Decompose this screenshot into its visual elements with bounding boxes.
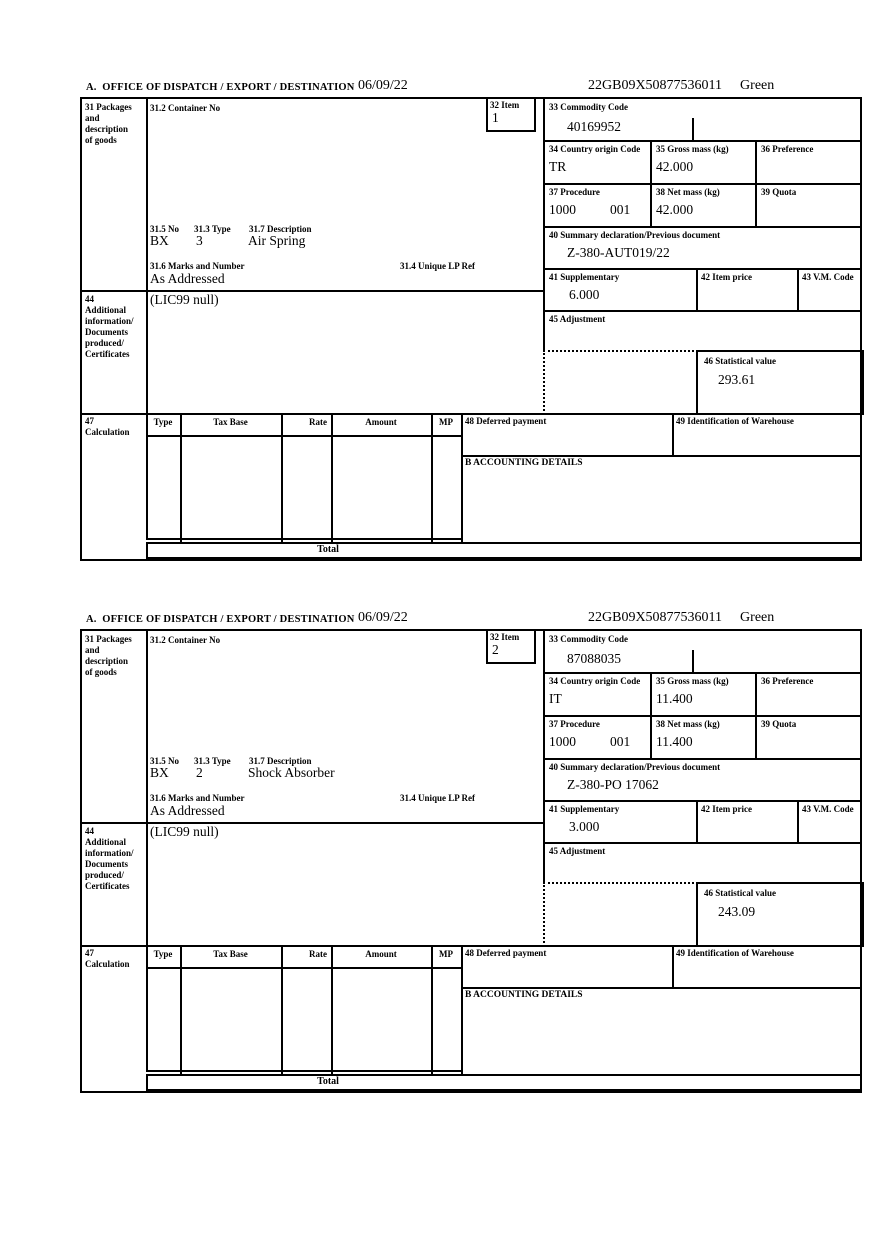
deferred-payment-label: 48 Deferred payment: [465, 416, 547, 426]
net-mass-value: 11.400: [656, 734, 693, 749]
calc-col-line-4: [431, 945, 433, 1074]
adjustment-dotted-divider-horizontal: [543, 350, 698, 352]
declaration-item-section: [80, 607, 864, 1095]
item-price-label: 42 Item price: [701, 272, 752, 282]
gross-mass-value: 42.000: [656, 159, 694, 174]
summary-declaration-label: 40 Summary declaration/Previous document: [549, 230, 721, 240]
box47-label: 47 Calculation: [85, 948, 130, 969]
summary-declaration-value: Z-380-AUT019/22: [567, 245, 670, 260]
additional-information-value: (LIC99 null): [150, 824, 219, 839]
divider-box48-box49: [672, 413, 674, 457]
quota-label: 39 Quota: [761, 719, 797, 729]
movement-reference-number: 22GB09X50877536011: [588, 610, 723, 625]
calc-table-bottom-line: [146, 1070, 463, 1072]
item-number-value: 2: [492, 642, 499, 657]
declaration-reference: [588, 610, 774, 626]
statistical-value: 243.09: [718, 904, 756, 919]
goods-description-value: Shock Absorber: [248, 765, 335, 780]
country-origin-value: TR: [549, 159, 567, 174]
item-detail-box: [80, 97, 862, 561]
package-no-label: 31.5 No: [150, 224, 179, 234]
package-no-value: BX: [150, 233, 169, 248]
container-no-label: 31.2 Container No: [150, 635, 221, 645]
calc-col-type: Type: [153, 417, 173, 427]
item-number-label: 32 Item: [490, 632, 520, 642]
row-line-under-box34: [543, 183, 862, 185]
calc-header-underline: [146, 967, 463, 969]
adjustment-dotted-divider-horizontal: [543, 882, 698, 884]
calc-col-line-1: [180, 413, 182, 542]
procedure-value: 1000: [549, 734, 576, 749]
total-row: [146, 542, 862, 559]
item-number-box: [486, 99, 536, 132]
supplementary-label: 41 Supplementary: [549, 804, 620, 814]
accounting-details-label: B ACCOUNTING DETAILS: [465, 458, 583, 468]
divider-box41-box42: [696, 800, 698, 844]
country-origin-label: 34 Country origin Code: [549, 676, 641, 686]
calc-col-type: Type: [153, 949, 173, 959]
routing-status: Green: [740, 610, 775, 625]
item-price-label: 42 Item price: [701, 804, 752, 814]
procedure-value: 1000: [549, 202, 576, 217]
calc-col-line-2: [281, 945, 283, 1074]
box31-label: 31 Packages and description of goods: [85, 634, 132, 677]
calc-col-tax-base: Tax Base: [213, 949, 248, 959]
commodity-code-subdivision-tick: [692, 118, 694, 142]
marks-and-number-label: 31.6 Marks and Number: [150, 793, 245, 803]
declaration-date: 06/09/22: [358, 610, 408, 625]
statistical-value: 293.61: [718, 372, 756, 387]
item-number-value: 1: [492, 110, 499, 125]
statistical-value-label: 46 Statistical value: [704, 888, 776, 898]
quota-label: 39 Quota: [761, 187, 797, 197]
calc-col-amount: Amount: [365, 949, 397, 959]
statistical-value-box: [696, 350, 864, 415]
declaration-reference: [588, 78, 774, 94]
calc-col-line-2: [281, 413, 283, 542]
calc-col-rate: Rate: [309, 949, 327, 959]
line-under-box48: [461, 455, 862, 457]
goods-description-value: Air Spring: [248, 233, 306, 248]
row-line-under-box33: [543, 672, 862, 674]
divider-box48-box49: [672, 945, 674, 989]
declaration-date: 06/09/22: [358, 78, 408, 93]
unique-lp-ref-label: 31.4 Unique LP Ref: [400, 793, 476, 803]
box44-label: 44 Additional information/ Documents produced/ Certificates: [85, 294, 134, 359]
package-type-label: 31.3 Type: [194, 756, 231, 766]
adjustment-label: 45 Adjustment: [549, 314, 606, 324]
item-detail-box: [80, 629, 862, 1093]
preference-label: 36 Preference: [761, 144, 814, 154]
divider-box42-box43: [797, 268, 799, 312]
unique-lp-ref-label: 31.4 Unique LP Ref: [400, 261, 476, 271]
movement-reference-number: 22GB09X50877536011: [588, 78, 723, 93]
row-line-under-box40: [543, 800, 862, 802]
row-line-under-box40: [543, 268, 862, 270]
routing-status: Green: [740, 78, 775, 93]
warehouse-id-label: 49 Identification of Warehouse: [676, 948, 794, 958]
procedure-suffix-value: 001: [610, 202, 631, 217]
office-of-dispatch-header: A. OFFICE OF DISPATCH / EXPORT / DESTINATION: [86, 614, 355, 625]
goods-description-label: 31.7 Description: [249, 224, 312, 234]
package-no-label: 31.5 No: [150, 756, 179, 766]
calc-col-line-5: [461, 945, 463, 1074]
vm-code-label: 43 V.M. Code: [802, 804, 854, 814]
adjustment-dotted-divider-vertical: [543, 350, 545, 415]
supplementary-value: 6.000: [569, 287, 600, 302]
net-mass-value: 42.000: [656, 202, 694, 217]
calc-col-line-3: [331, 945, 333, 1074]
marks-and-number-label: 31.6 Marks and Number: [150, 261, 245, 271]
commodity-code-value: 87088035: [567, 651, 621, 666]
accounting-details-label: B ACCOUNTING DETAILS: [465, 990, 583, 1000]
vm-code-label: 43 V.M. Code: [802, 272, 854, 282]
left-column-divider: [146, 99, 148, 540]
supplementary-value: 3.000: [569, 819, 600, 834]
box47-label: 47 Calculation: [85, 416, 130, 437]
item-number-label: 32 Item: [490, 100, 520, 110]
row-line-under-box34: [543, 715, 862, 717]
row-line-under-box37: [543, 758, 862, 760]
calc-table-bottom-line: [146, 538, 463, 540]
calc-col-line-5: [461, 413, 463, 542]
divider-box34-box35: [650, 672, 652, 760]
package-type-value: 2: [196, 765, 203, 780]
statistical-value-box: [696, 882, 864, 947]
gross-mass-value: 11.400: [656, 691, 693, 706]
summary-declaration-label: 40 Summary declaration/Previous document: [549, 762, 721, 772]
divider-box34-box35: [650, 140, 652, 228]
box31-label: 31 Packages and description of goods: [85, 102, 132, 145]
commodity-code-label: 33 Commodity Code: [549, 634, 628, 644]
line-under-box48: [461, 987, 862, 989]
commodity-code-subdivision-tick: [692, 650, 694, 674]
left-column-divider: [146, 631, 148, 1072]
package-type-label: 31.3 Type: [194, 224, 231, 234]
calc-col-line-4: [431, 413, 433, 542]
calc-col-mp: MP: [439, 417, 453, 427]
supplementary-label: 41 Supplementary: [549, 272, 620, 282]
divider-box35-box36: [755, 672, 757, 760]
procedure-suffix-value: 001: [610, 734, 631, 749]
box44-label: 44 Additional information/ Documents produced/ Certificates: [85, 826, 134, 891]
adjustment-dotted-divider-vertical: [543, 882, 545, 947]
country-origin-value: IT: [549, 691, 562, 706]
preference-label: 36 Preference: [761, 676, 814, 686]
divider-box35-box36: [755, 140, 757, 228]
calc-col-rate: Rate: [309, 417, 327, 427]
gross-mass-label: 35 Gross mass (kg): [656, 676, 729, 686]
procedure-label: 37 Procedure: [549, 187, 600, 197]
row-line-under-box41: [543, 842, 862, 844]
net-mass-label: 38 Net mass (kg): [656, 719, 720, 729]
marks-and-number-value: As Addressed: [150, 271, 225, 286]
calc-col-tax-base: Tax Base: [213, 417, 248, 427]
container-no-label: 31.2 Container No: [150, 103, 221, 113]
row-line-under-box37: [543, 226, 862, 228]
row-line-under-box33: [543, 140, 862, 142]
item-number-box: [486, 631, 536, 664]
marks-and-number-value: As Addressed: [150, 803, 225, 818]
package-type-value: 3: [196, 233, 203, 248]
total-label: Total: [317, 1076, 339, 1087]
calc-col-line-3: [331, 413, 333, 542]
gross-mass-label: 35 Gross mass (kg): [656, 144, 729, 154]
total-row: [146, 1074, 862, 1091]
main-column-divider: [543, 631, 545, 882]
adjustment-label: 45 Adjustment: [549, 846, 606, 856]
office-of-dispatch-header: A. OFFICE OF DISPATCH / EXPORT / DESTINATION: [86, 82, 355, 93]
additional-information-value: (LIC99 null): [150, 292, 219, 307]
net-mass-label: 38 Net mass (kg): [656, 187, 720, 197]
row-line-under-box41: [543, 310, 862, 312]
calc-col-mp: MP: [439, 949, 453, 959]
divider-box41-box42: [696, 268, 698, 312]
statistical-value-label: 46 Statistical value: [704, 356, 776, 366]
total-label: Total: [317, 544, 339, 555]
calc-col-line-1: [180, 945, 182, 1074]
calc-col-amount: Amount: [365, 417, 397, 427]
divider-box42-box43: [797, 800, 799, 844]
commodity-code-label: 33 Commodity Code: [549, 102, 628, 112]
commodity-code-value: 40169952: [567, 119, 621, 134]
warehouse-id-label: 49 Identification of Warehouse: [676, 416, 794, 426]
calc-header-underline: [146, 435, 463, 437]
goods-description-label: 31.7 Description: [249, 756, 312, 766]
country-origin-label: 34 Country origin Code: [549, 144, 641, 154]
package-no-value: BX: [150, 765, 169, 780]
main-column-divider: [543, 99, 545, 350]
summary-declaration-value: Z-380-PO 17062: [567, 777, 659, 792]
procedure-label: 37 Procedure: [549, 719, 600, 729]
declaration-item-section: [80, 75, 864, 563]
deferred-payment-label: 48 Deferred payment: [465, 948, 547, 958]
